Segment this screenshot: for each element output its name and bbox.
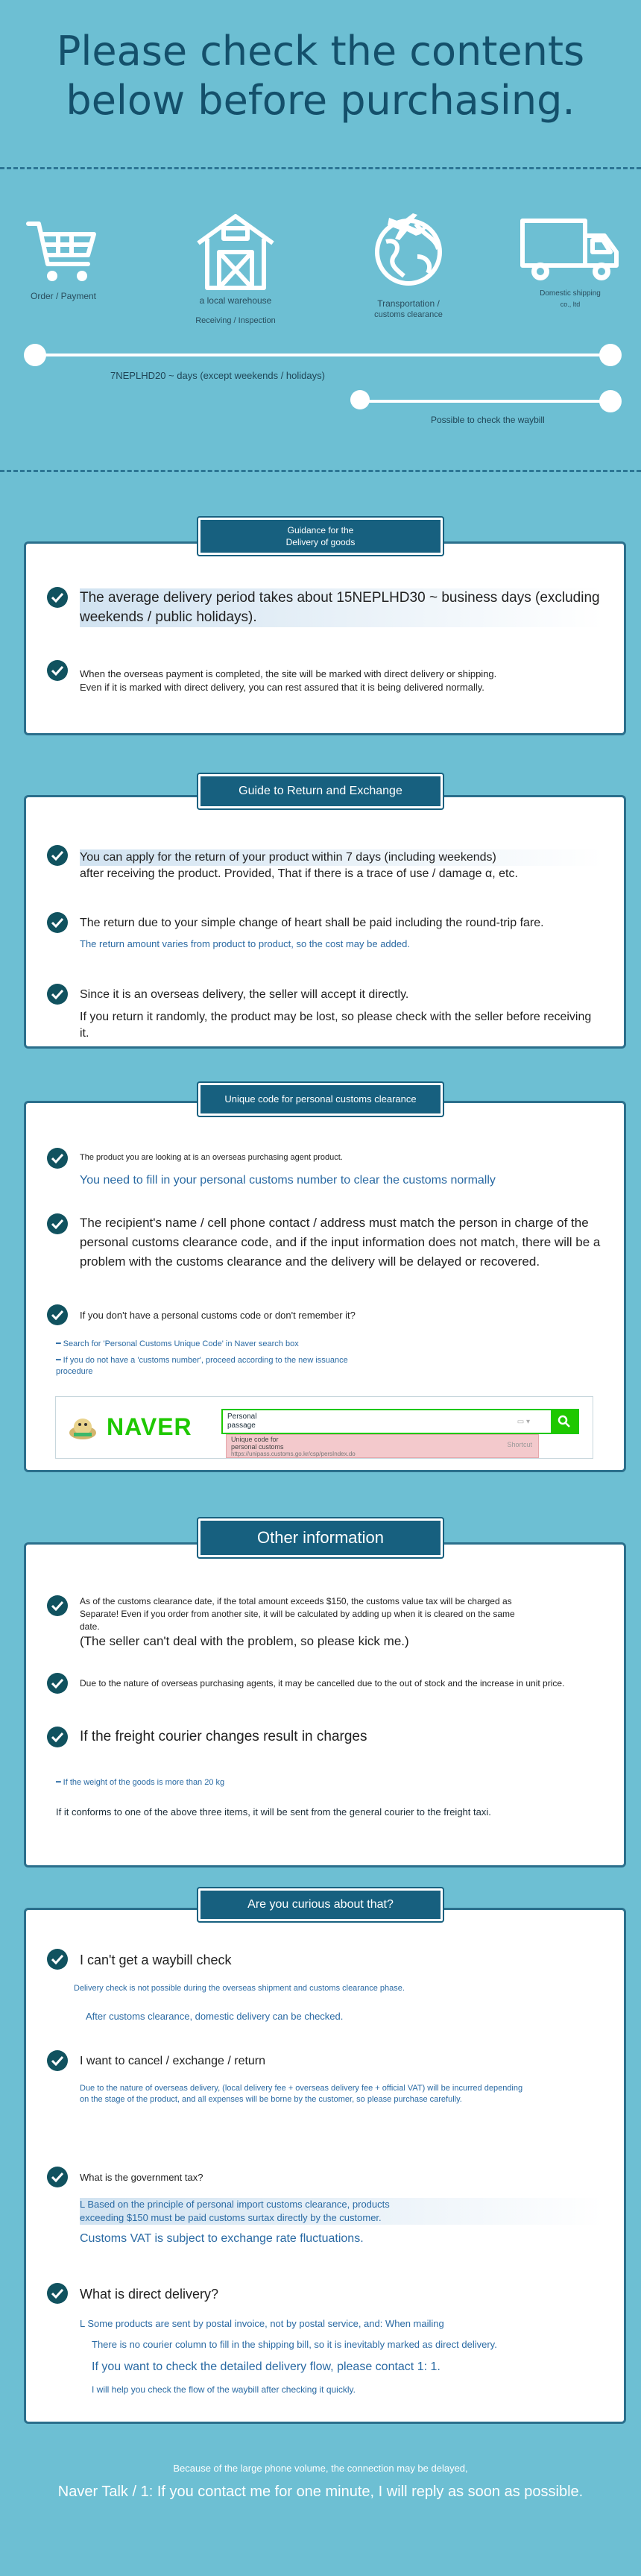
other-note: ━ If the weight of the goods is more than 20 kg [56, 1778, 225, 1787]
flow-dot-start [24, 344, 46, 366]
keyboard-icon[interactable]: ▭ ▾ [517, 1418, 530, 1426]
divider [0, 470, 641, 472]
section-badge-guidance [198, 518, 443, 555]
faq-answer: I will help you check the flow of the waybill after checking it quickly. [92, 2384, 356, 2395]
guidance-text: When the overseas payment is completed, the site will be marked with direct delivery or shipping. [80, 668, 497, 679]
customs-text: If you don't have a personal customs code or don't remember it? [80, 1310, 356, 1321]
badge-text: Delivery of goods [285, 537, 356, 547]
flow-dot-end [599, 344, 622, 366]
search-value: passage [227, 1421, 256, 1430]
check-icon [47, 1949, 68, 1970]
faq-question: I want to cancel / exchange / return [80, 2055, 266, 2067]
suggestion-text: Unique code for [231, 1436, 279, 1443]
check-icon [47, 1213, 68, 1234]
flow-waybill-text: Possible to check the waybill [431, 415, 545, 425]
returns-text: after receiving the product. Provided, That if there is a trace of use / damage α, etc. [80, 867, 518, 880]
search-icon [558, 1415, 571, 1428]
check-icon [47, 1148, 68, 1169]
faq-answer: L Based on the principle of personal import customs clearance, products [80, 2198, 603, 2211]
faq-card [24, 1908, 626, 2424]
customs-text: The product you are looking at is an overseas purchasing agent product. [80, 1153, 343, 1162]
warehouse-icon [191, 206, 280, 295]
faq-answer: L Some products are sent by postal invoice, not by postal service, and: When mailing [80, 2318, 444, 2329]
other-text: As of the customs clearance date, if the total amount exceeds $150, the customs value tax will be charged as [80, 1596, 512, 1606]
customs-text: You need to fill in your personal customs number to clear the customs normally [80, 1174, 496, 1187]
badge-text: Other information [257, 1528, 384, 1547]
divider [0, 167, 641, 169]
check-icon [47, 1595, 68, 1616]
check-icon [47, 2283, 68, 2304]
flow-step-domestic [514, 213, 626, 310]
flow-dot-waybill-end [599, 390, 622, 412]
faq-answer-block [80, 2083, 603, 2105]
globe-plane-icon [364, 204, 453, 294]
title-line-2: below before purchasing. [66, 77, 575, 124]
flow-step-warehouse [183, 206, 288, 326]
customs-note-text: ━ If you do not have a 'customs number', proceed according to the new issuance [56, 1356, 348, 1365]
suggestion-url: https://unipass.customs.go.kr/csp/persIndex.do [231, 1451, 356, 1457]
naver-suggestion[interactable] [226, 1434, 539, 1458]
flow-step-sub: customs clearance [374, 310, 443, 319]
badge-text: Unique code for personal customs clearance [224, 1093, 417, 1105]
faq-answer-block [80, 2317, 603, 2396]
section-badge-returns [198, 774, 443, 808]
flow-step-order [15, 209, 112, 302]
flow-duration-text: 7NEPLHD20 ~ days (except weekends / holidays) [110, 370, 325, 381]
returns-text: Since it is an overseas delivery, the seller will accept it directly. [80, 988, 409, 1001]
customs-text: The recipient's name / cell phone contact / address must match the person in charge of the personal customs clearance code, and if the input information does not match, there will be a problem with the customs clearance and the delivery will be delayed or recovered. [80, 1216, 601, 1269]
faq-answer: on the stage of the product, and all expenses will be borne by the customer, so please purchase carefully. [80, 2095, 462, 2104]
returns-text: The return amount varies from product to product, so the cost may be added. [80, 938, 410, 949]
faq-answer: Customs VAT is subject to exchange rate fluctuations. [80, 2232, 364, 2245]
customs-note-2 [56, 1355, 603, 1377]
faq-answer: There is no courier column to fill in the shipping bill, so it is inevitably marked as direct delivery. [92, 2339, 497, 2350]
flow-step-label: Transportation / [377, 298, 440, 309]
check-icon [47, 1304, 68, 1325]
returns-card [24, 795, 626, 1049]
check-icon [47, 2050, 68, 2071]
guidance-text: The average delivery period takes about 15NEPLHD30 ~ business days (excluding weekends / public holidays). [80, 588, 603, 627]
returns-text: If you return it randomly, the product may be lost, so please check with the seller before receiving it. [80, 1011, 592, 1040]
naver-mascot-icon [68, 1413, 98, 1443]
flow-step-label: Order / Payment [30, 291, 97, 301]
naver-search-example [55, 1396, 593, 1459]
check-icon [47, 660, 68, 681]
check-icon [47, 2167, 68, 2187]
section-badge-other [198, 1518, 443, 1557]
naver-logo: NAVER [107, 1413, 192, 1440]
suggestion-text: personal customs [231, 1443, 284, 1451]
faq-answer: Delivery check is not possible during the overseas shipment and customs clearance phase. [74, 1984, 405, 1993]
check-icon [47, 912, 68, 933]
other-text: Separate! Even if you order from another site, it will be calculated by adding up when it is cleared on the same [80, 1609, 515, 1619]
faq-question: I can't get a waybill check [80, 1953, 232, 1967]
guidance-text: Even if it is marked with direct delivery, you can rest assured that it is being delivered normally. [80, 682, 484, 693]
customs-note-1: ━ Search for 'Personal Customs Unique Code' in Naver search box [56, 1339, 299, 1348]
naver-search-input[interactable] [221, 1409, 579, 1434]
delivery-flow [0, 194, 641, 440]
suggestion-tag: Shortcut [507, 1441, 532, 1448]
faq-question: What is direct delivery? [80, 2287, 219, 2302]
title-line-1: Please check the contents [56, 28, 585, 75]
check-icon [47, 1673, 68, 1694]
flow-track-waybill [361, 400, 608, 403]
flow-step-label: Domestic shipping [540, 289, 601, 298]
check-icon [47, 984, 68, 1005]
flow-step-sub: co., ltd [560, 301, 581, 308]
flow-track-main [34, 354, 608, 356]
search-button[interactable] [551, 1410, 578, 1433]
guidance-card [24, 541, 626, 735]
faq-answer: If you want to check the detailed delivery flow, please contact 1: 1. [92, 2360, 441, 2373]
badge-text: Guide to Return and Exchange [239, 785, 402, 797]
flow-step-label: a local warehouse [199, 295, 272, 306]
delivery-truck-icon [518, 213, 622, 288]
footer-contact: Naver Talk / 1: If you contact me for one minute, I will reply as soon as possible. [57, 2484, 584, 2500]
faq-answer-block [80, 2198, 603, 2247]
hero-header [0, 0, 641, 164]
faq-question: What is the government tax? [80, 2172, 203, 2183]
flow-step-sub: Receiving / Inspection [195, 316, 276, 325]
section-badge-customs [198, 1083, 443, 1116]
check-icon [47, 587, 68, 608]
badge-text: Guidance for the [287, 525, 354, 535]
returns-text: You can apply for the return of your product within 7 days (including weekends) [80, 849, 603, 866]
footer-note: Because of the large phone volume, the connection may be delayed, [173, 2463, 468, 2474]
search-value: Personal [227, 1413, 257, 1421]
faq-answer: After customs clearance, domestic delivery can be checked. [86, 2011, 344, 2022]
other-text: If the freight courier changes result in charges [80, 1729, 367, 1744]
page-title [45, 27, 596, 125]
shopping-cart-icon [22, 209, 104, 291]
section-badge-faq [198, 1888, 443, 1921]
check-icon [47, 845, 68, 866]
returns-text: The return due to your simple change of heart shall be paid including the round-trip fare. [80, 917, 544, 929]
check-icon [47, 1727, 68, 1747]
customs-note-text: procedure [56, 1367, 93, 1376]
other-text: If it conforms to one of the above three items, it will be sent from the general courier to the freight taxi. [56, 1806, 491, 1818]
other-card [24, 1542, 626, 1867]
other-text: (The seller can't deal with the problem, so please kick me.) [80, 1634, 409, 1648]
other-text: Due to the nature of overseas purchasing agents, it may be cancelled due to the out of stock and the increase in unit price. [80, 1678, 565, 1688]
flow-dot-waybill-start [350, 390, 370, 409]
faq-answer: exceeding $150 must be paid customs surtax directly by the customer. [80, 2211, 603, 2225]
faq-answer: Due to the nature of overseas delivery, (local delivery fee + overseas delivery fee + official VAT) will be incurred depending [80, 2084, 523, 2093]
badge-text: Are you curious about that? [247, 1898, 394, 1911]
flow-step-customs [356, 204, 461, 320]
other-text: date. [80, 1621, 100, 1632]
